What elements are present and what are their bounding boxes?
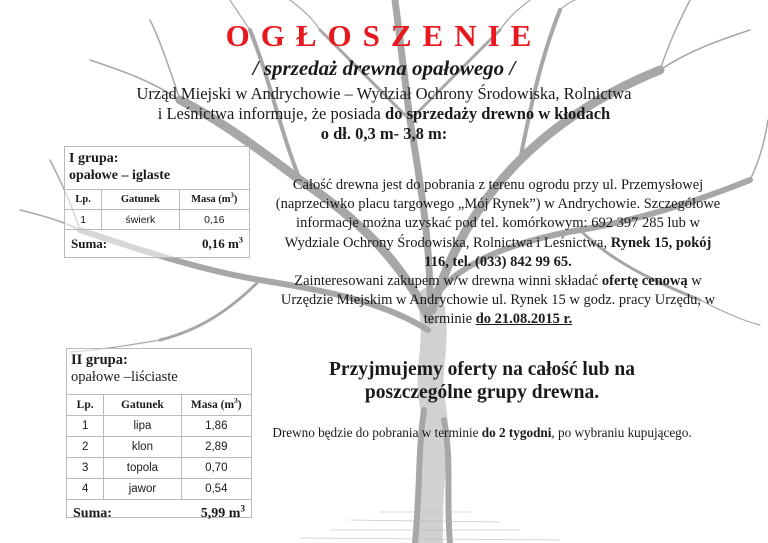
group-1-table bbox=[65, 189, 249, 229]
price-offer-bold: ofertę cenową bbox=[601, 273, 688, 290]
announcement-subtitle: / sprzedaż drewna opałowego / bbox=[252, 56, 516, 80]
group-1-box bbox=[64, 146, 250, 258]
intro-line-3: o dł. 0,3 m- 3,8 m: bbox=[320, 124, 448, 143]
group-2-sum: Suma: 5,99 $m^3$ bbox=[67, 499, 251, 522]
table-row: 2 klon 2,89 bbox=[67, 437, 251, 458]
table-row: 4 jawor 0,54 bbox=[67, 479, 251, 500]
group-2-table bbox=[67, 394, 251, 499]
group-1-sum: Suma: 0,16 $m^3$ bbox=[65, 229, 249, 252]
group-2-box bbox=[66, 348, 252, 521]
intro-line-2: i Leśnictwa informuje, że posiada do sprzedaży drewno w kłodach bbox=[157, 104, 611, 123]
table-row: 3 topola 0,70 bbox=[67, 458, 251, 479]
group-1-title: I grupa: opałowe – iglaste bbox=[69, 151, 171, 183]
announcement-title: OGŁOSZENIE bbox=[225, 18, 543, 53]
pickup-info-text: Całość drewna jest do pobrania z terenu ogrodu przy ul. Przemysłowej (naprzeciwko placu targowego „Mój Rynek”) w Andrychowie. Szczegółowe informacje można uzyskać pod tel. komórkowym: 692 397 285 lub w Wydziale Ochrony Środowiska, Rolnictwa i Leśnictwa, Rynek 15, pokój 116, tel. (033) 842 99 65. Zainteresowani zakupem w/w drewna winni składać ofertę cenową w Urzędzie Miejskim w Andrychowie ul. Rynek 15 w godz. pracy Urzędu, w terminie do 21.08.2015 r. bbox=[275, 177, 721, 328]
deadline-date: do 21.08.2015 r. bbox=[475, 311, 573, 328]
table-row: 1 lipa 1,86 bbox=[67, 416, 251, 437]
group-2-title: II grupa: opałowe –liściaste bbox=[71, 352, 178, 385]
intro-sale-bold: do sprzedaży drewno w kłodach bbox=[385, 104, 611, 123]
offers-accepted-heading: Przyjmujemy oferty na całość lub na poszczególne grupy drewna. bbox=[329, 359, 635, 403]
table-row: 1 świerk 0,16 bbox=[65, 210, 249, 230]
pickup-deadline-text: Drewno będzie do pobrania w terminie do 2 tygodni, po wybraniu kupującego. bbox=[272, 425, 692, 440]
table-header-row: Lp. Gatunek Masa $(m^3)$ bbox=[65, 190, 249, 210]
table-header-row: Lp. Gatunek Masa $(m^3)$ bbox=[67, 395, 251, 416]
intro-line-1: Urząd Miejski w Andrychowie – Wydział Ochrony Środowiska, Rolnictwa bbox=[136, 84, 632, 103]
intro-text bbox=[70, 84, 698, 144]
office-address-bold: Rynek 15, pokój 116, tel. (033) 842 99 65. bbox=[424, 234, 712, 270]
